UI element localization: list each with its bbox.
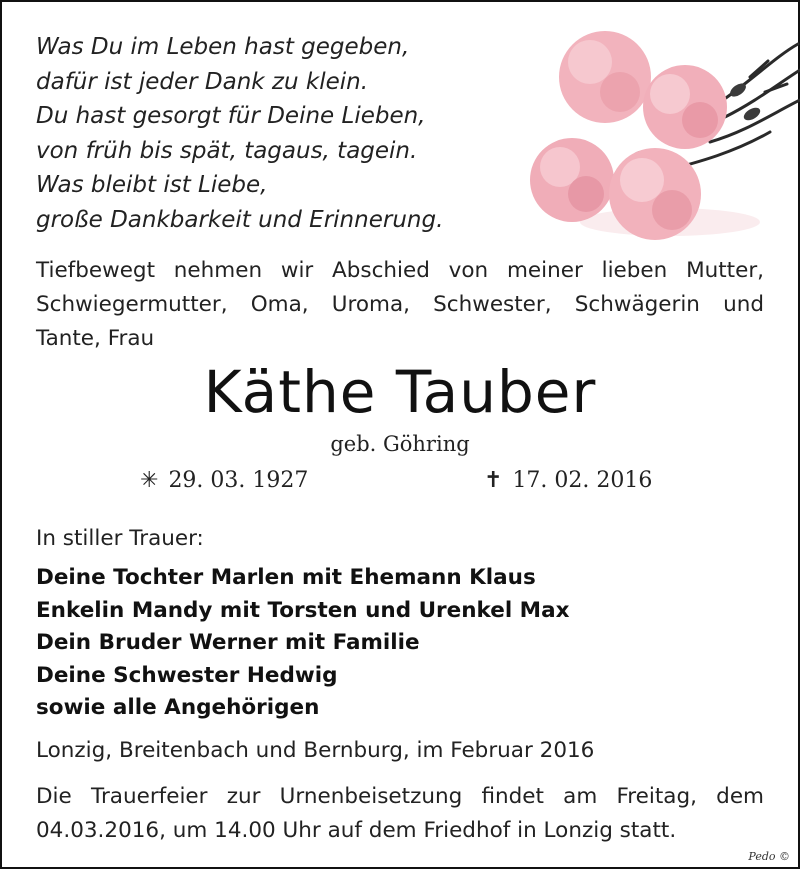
family-member: Enkelin Mandy mit Torsten und Urenkel Max <box>36 597 570 623</box>
ceremony-line: Die Trauerfeier zur Urnenbeisetzung findet am Freitag, dem <box>36 784 764 809</box>
credit: Pedo © <box>748 850 790 863</box>
deceased-name: Käthe Tauber <box>203 358 597 426</box>
intro-line: Schwiegermutter, Oma, Uroma, Schwester, Schwägerin und <box>36 292 764 317</box>
family-member: Dein Bruder Werner mit Familie <box>36 630 420 655</box>
poem-line: dafür ist jeder Dank zu klein. <box>36 68 369 95</box>
poem-line: Du hast gesorgt für Deine Lieben, <box>36 103 426 129</box>
poem-line: Was Du im Leben hast gegeben, <box>36 34 410 60</box>
birth-star-icon: ✳ <box>140 468 159 493</box>
family-member: sowie alle Angehörigen <box>36 695 320 720</box>
intro-text <box>36 254 764 356</box>
intro-line: Tiefbewegt nehmen wir Abschied von meiner lieben Mutter, <box>36 258 764 283</box>
poem-line: Was bleibt ist Liebe, <box>36 172 268 198</box>
maiden-name: geb. Göhring <box>330 432 470 456</box>
mourning-heading: In stiller Trauer: <box>36 526 204 551</box>
ceremony-text <box>36 780 764 848</box>
family-list <box>36 562 569 725</box>
birth-date <box>140 468 308 493</box>
intro-line: Tante, Frau <box>36 326 155 351</box>
family-member: Deine Schwester Hedwig <box>36 662 338 688</box>
place-date: Lonzig, Breitenbach und Bernburg, im Februar 2016 <box>36 738 595 763</box>
poem-line: große Dankbarkeit und Erinnerung. <box>36 206 444 233</box>
death-date <box>484 468 652 493</box>
family-member: Deine Tochter Marlen mit Ehemann Klaus <box>36 565 536 590</box>
poem-line: von früh bis spät, tagaus, tagein. <box>36 137 418 164</box>
ceremony-line: 04.03.2016, um 14.00 Uhr auf dem Friedhof in Lonzig statt. <box>36 818 677 843</box>
carnation-bouquet-icon <box>520 22 800 242</box>
death-date-value: 17. 02. 2016 <box>512 468 653 493</box>
birth-date-value: 29. 03. 1927 <box>168 468 309 493</box>
cross-icon: ✝ <box>484 468 503 493</box>
poem <box>36 30 443 237</box>
